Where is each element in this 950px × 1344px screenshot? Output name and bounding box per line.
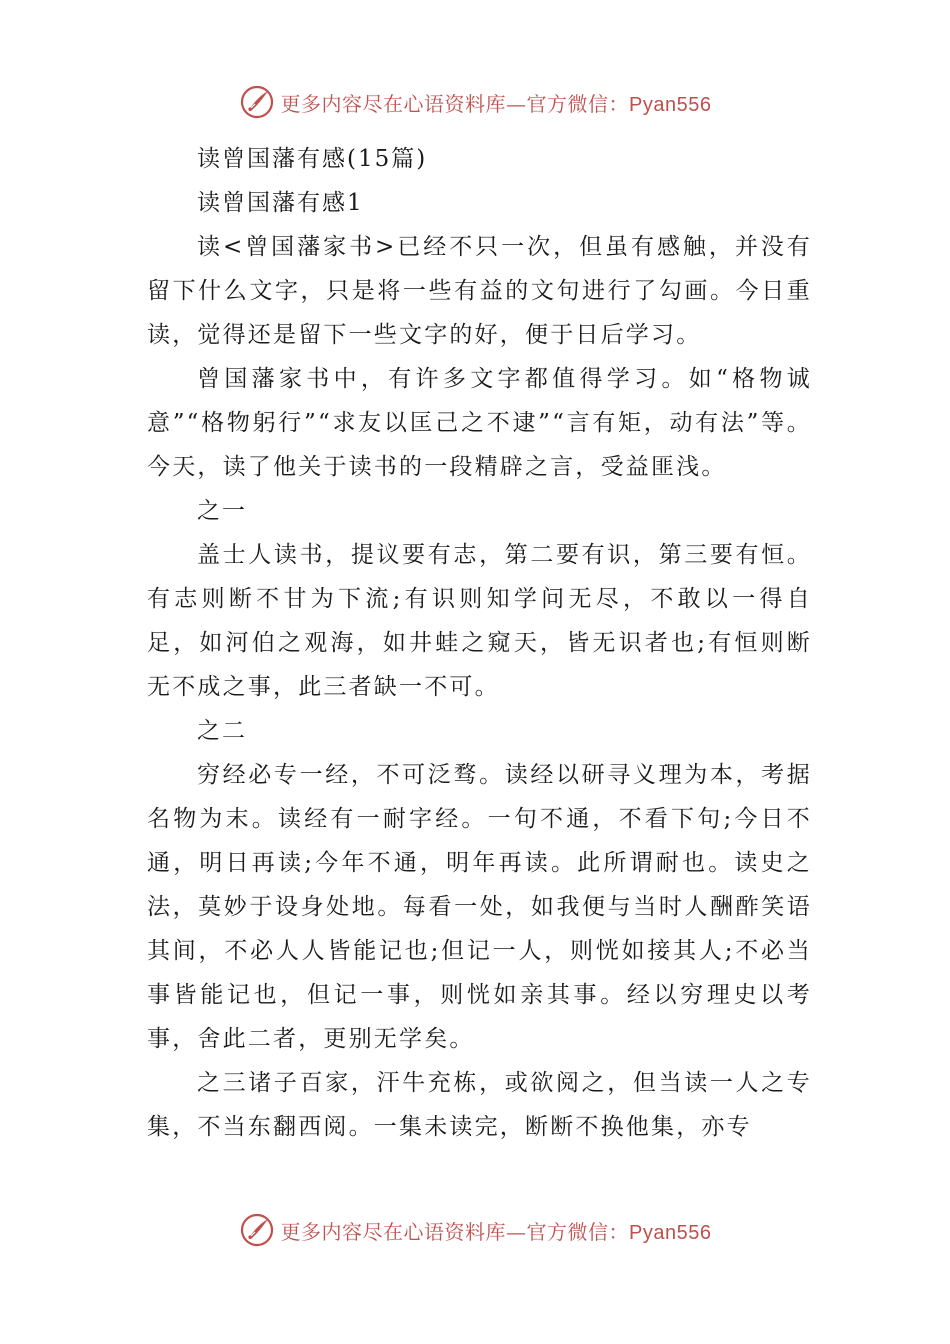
document-body [147, 137, 812, 1149]
paragraph-intro: 读<曾国藩家书>已经不只一次，但虽有感触，并没有留下什么文字，只是将一些有益的文句进行了勾画。今日重读，觉得还是留下一些文字的好，便于日后学习。 [147, 234, 812, 348]
quill-logo-icon [239, 1212, 275, 1248]
section-heading-1: 之一 [197, 498, 247, 524]
section-text-1: 盖士人读书，提议要有志，第二要有识，第三要有恒。有志则断不甘为下流;有识则知学问无尽，不敢以一得自足，如河伯之观海，如井蛙之窥天，皆无识者也;有恒则断无不成之事，此三者缺一不可。 [147, 542, 812, 700]
banner-text [281, 1216, 712, 1245]
banner-handle: Pyan556 [629, 1221, 712, 1244]
banner-message: 更多内容尽在心语资料库—官方微信： [280, 1219, 630, 1244]
header-banner [0, 82, 950, 122]
footer-banner [0, 1210, 950, 1250]
paragraph-quotes: 曾国藩家书中，有许多文字都值得学习。如“格物诚意”“格物躬行”“求友以匡己之不逮”“言有矩，动有法”等。今天，读了他关于读书的一段精辟之言，受益匪浅。 [147, 366, 812, 480]
section-text-2: 穷经必专一经，不可泛骛。读经以研寻义理为本，考据名物为末。读经有一耐字经。一句不通，不看下句;今日不通，明日再读;今年不通，明年再读。此所谓耐也。读史之法，莫妙于设身处地。每看一处，如我便与当时人酬酢笑语其间，不必人人皆能记也;但记一人，则恍如接其人;不必当事皆能记也，但记一事，则恍如亲其事。经以穷理史以考事，舍此二者，更别无学矣。 [147, 762, 812, 1052]
section-heading-2: 之二 [197, 718, 247, 744]
section-text-3: 之三诸子百家，汗牛充栋，或欲阅之，但当读一人之专集，不当东翻西阅。一集未读完，断断不换他集，亦专 [147, 1070, 812, 1140]
banner-message: 更多内容尽在心语资料库—官方微信： [280, 91, 630, 116]
quill-logo-icon [239, 84, 275, 120]
banner-text [281, 88, 712, 117]
document-subtitle: 读曾国藩有感1 [197, 190, 364, 216]
banner-handle: Pyan556 [629, 93, 712, 116]
document-title: 读曾国藩有感(15篇) [197, 146, 428, 172]
